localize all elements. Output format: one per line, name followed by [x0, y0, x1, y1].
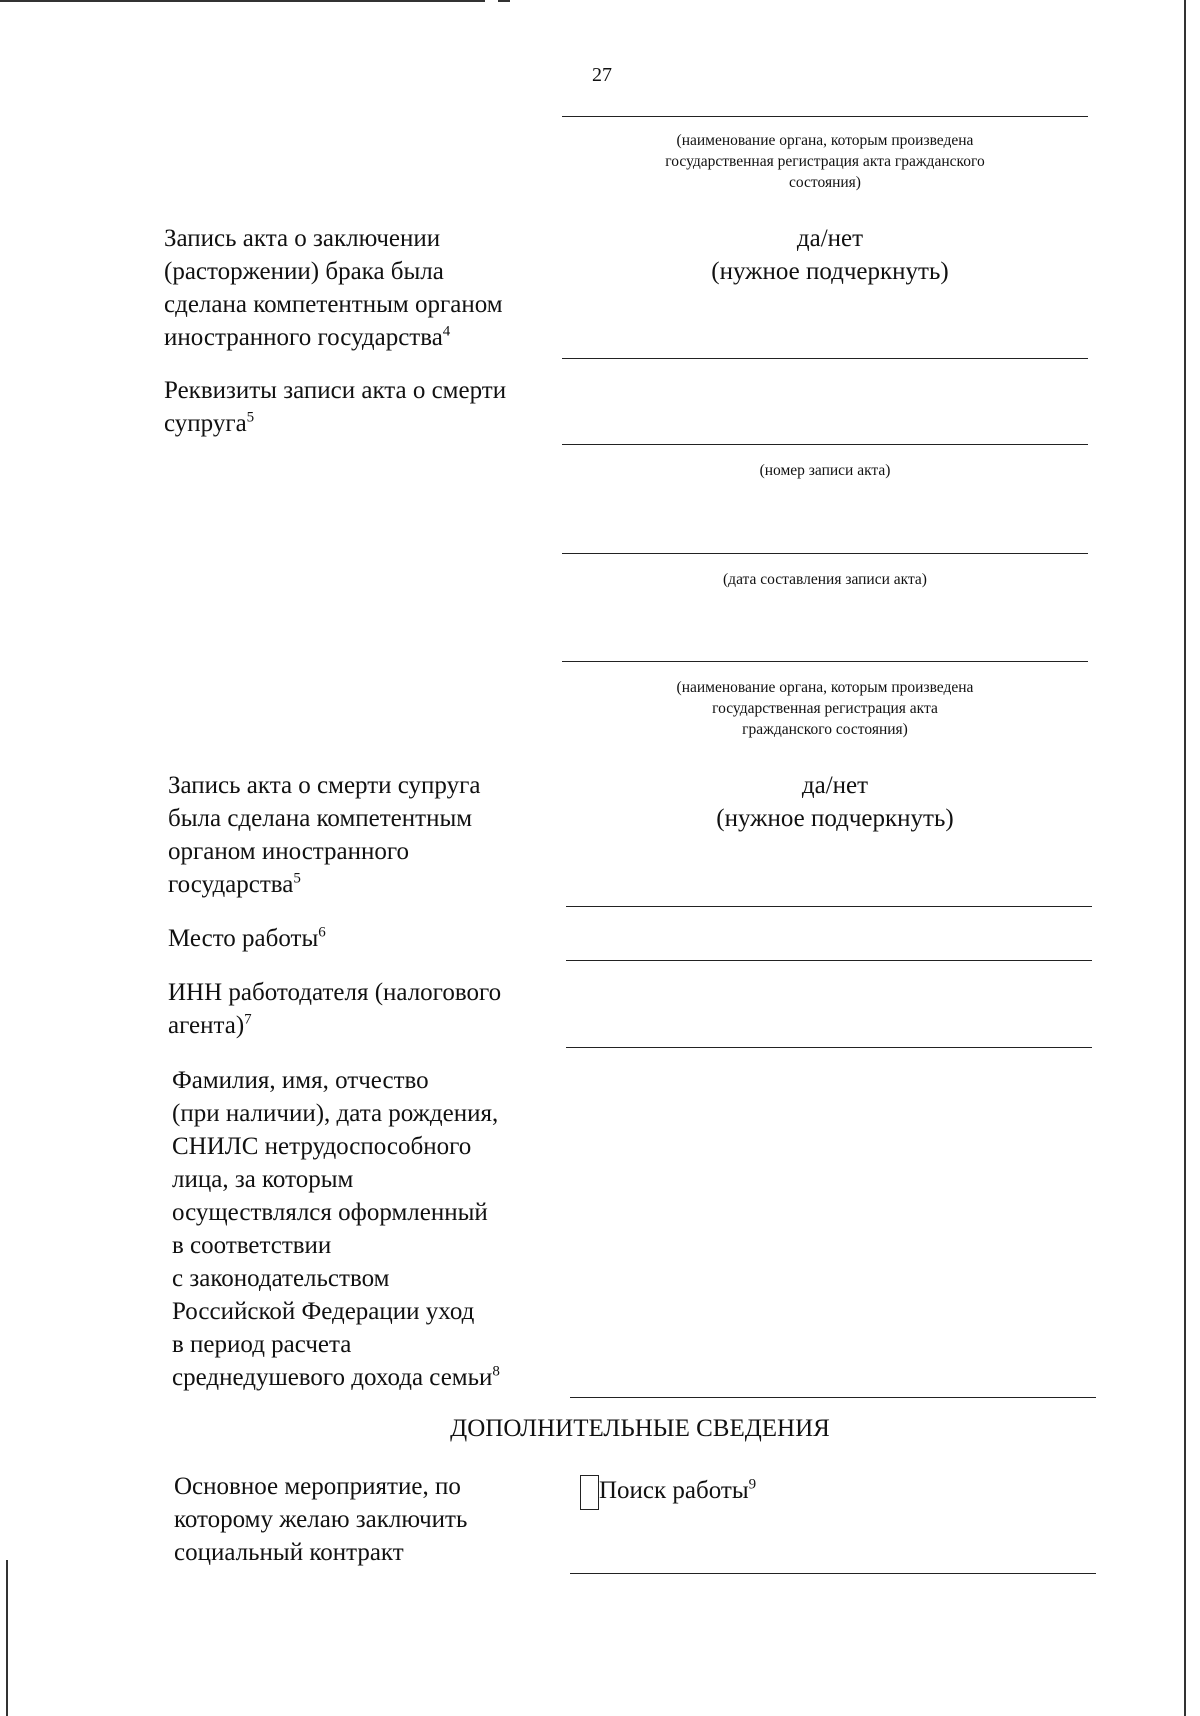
workplace-label: Место работы$^6$ — [168, 924, 326, 952]
scan-edge-left — [6, 1560, 8, 1716]
authority-field-line[interactable] — [562, 116, 1088, 117]
footnote-ref: 7 — [244, 1011, 252, 1028]
marriage-foreign-line[interactable] — [562, 358, 1088, 359]
section-title: ДОПОЛНИТЕЛЬНЫЕ СВЕДЕНИЯ — [450, 1415, 830, 1442]
marriage-foreign-yes-no[interactable] — [640, 222, 1020, 288]
death-record-label: Реквизиты записи акта о смерти супруга$^5$ — [164, 377, 507, 437]
death-record-date-caption: (дата составления записи акта) — [723, 571, 927, 588]
underline-hint: (нужное подчеркнуть) — [716, 805, 954, 832]
job-search-checkbox[interactable] — [580, 1475, 599, 1510]
marriage-foreign-label: Запись акта о заключении (расторжении) брака была сделана компетентным органом иностранного государства$^4$ — [164, 225, 503, 351]
employer-inn-line[interactable] — [566, 1047, 1092, 1048]
death-record-number-caption: (номер записи акта) — [759, 462, 891, 479]
job-search-option[interactable]: Поиск работы$^9$ — [580, 1474, 756, 1510]
yes-no-choice[interactable]: да/нет — [796, 225, 864, 252]
care-person-line[interactable] — [570, 1397, 1096, 1398]
death-record-date-line[interactable] — [562, 553, 1088, 554]
underline-hint: (нужное подчеркнуть) — [711, 258, 949, 285]
footnote-ref: 4 — [442, 323, 451, 340]
main-activity-line[interactable] — [570, 1573, 1096, 1574]
scan-edge-right — [1184, 0, 1186, 1716]
death-record-authority-caption: (наименование органа, которым произведена государственная регистрация акта гражданского состояния) — [676, 679, 974, 738]
yes-no-choice[interactable]: да/нет — [801, 772, 869, 799]
workplace-line[interactable] — [566, 960, 1092, 961]
footnote-ref: 8 — [492, 1363, 500, 1380]
footnote-ref: 6 — [318, 924, 326, 941]
death-foreign-yes-no[interactable] — [645, 769, 1025, 835]
employer-inn-label: ИНН работодателя (налогового агента)$^7$ — [168, 979, 502, 1039]
death-foreign-label: Запись акта о смерти супруга была сделана компетентным органом иностранного государства$^5$ — [168, 772, 481, 898]
page-number: 27 — [592, 64, 612, 86]
scan-edge-top-mark — [498, 0, 510, 2]
footnote-ref: 9 — [748, 1476, 757, 1493]
care-person-label: Фамилия, имя, отчество (при наличии), дата рождения, СНИЛС нетрудоспособного лица, за которым осуществлялся оформленный в соответствии с законодательством Российской Федерации уход в период расчета среднедушевого дохода семьи$^8$ — [172, 1067, 500, 1391]
scan-edge-top — [0, 0, 485, 2]
footnote-ref: 5 — [246, 409, 255, 426]
footnote-ref: 5 — [293, 870, 301, 887]
death-record-authority-line[interactable] — [562, 661, 1088, 662]
main-activity-label: Основное мероприятие, по которому желаю заключить социальный контракт — [174, 1473, 468, 1566]
death-foreign-line[interactable] — [566, 906, 1092, 907]
death-record-number-line[interactable] — [562, 444, 1088, 445]
authority-caption: (наименование органа, которым произведена государственная регистрация акта гражданского состояния) — [665, 132, 985, 191]
